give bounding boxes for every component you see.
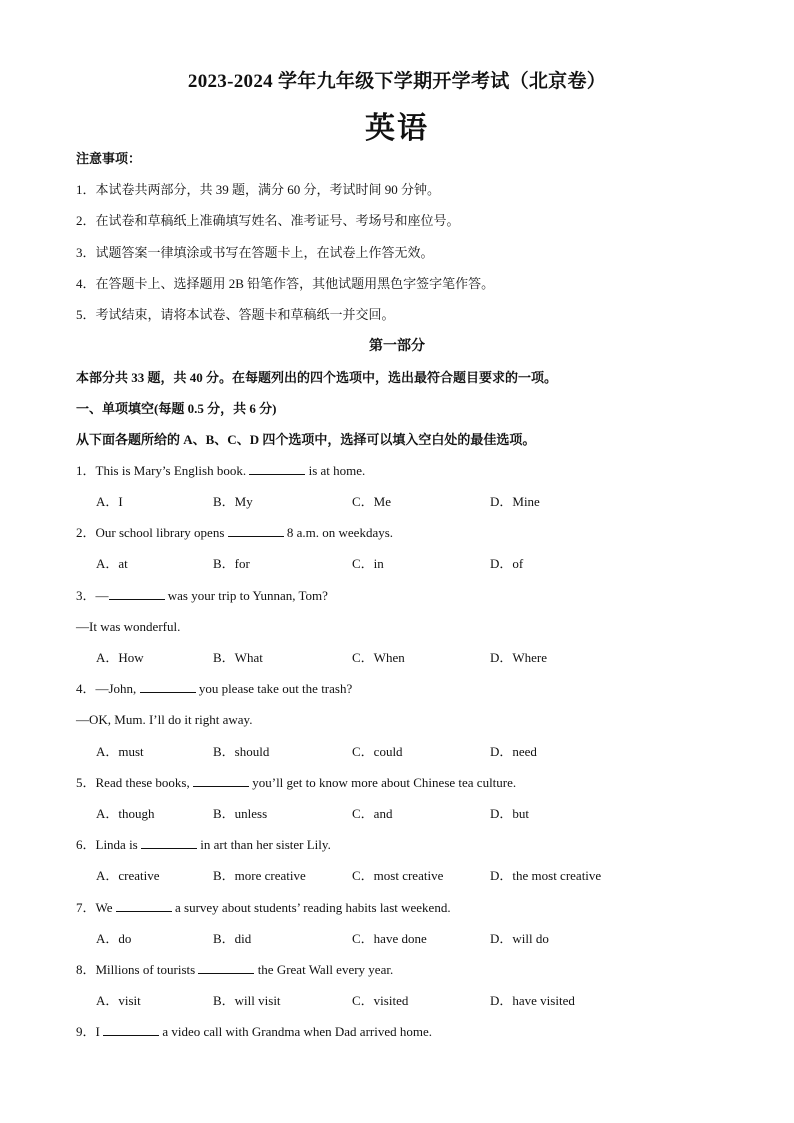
option-b: B．What — [213, 650, 263, 665]
answer-blank — [193, 774, 249, 787]
option-c: C．When — [352, 650, 405, 665]
option-c: C．have done — [352, 931, 427, 946]
option-d: D．Where — [490, 650, 548, 665]
option-a: A．creative — [96, 868, 160, 883]
answer-blank — [249, 462, 305, 475]
option-d: D．the most creative — [490, 868, 602, 883]
option-b: B．for — [213, 556, 250, 571]
option-b: B．will visit — [213, 993, 281, 1008]
option-b: B．should — [213, 744, 270, 759]
option-a: A．visit — [96, 993, 141, 1008]
option-a: A．at — [96, 556, 128, 571]
option-c: C．in — [352, 556, 384, 571]
option-b: B．unless — [213, 806, 268, 821]
note-item: 5．考试结束，请将本试卷、答题卡和草稿纸一并交回。 — [76, 307, 395, 322]
option-d: D．of — [490, 556, 524, 571]
option-a: A．though — [96, 806, 155, 821]
option-d: D．have visited — [490, 993, 575, 1008]
option-b: B．did — [213, 931, 252, 946]
answer-blank — [198, 961, 254, 974]
question-stem: 2．Our school library opens 8 a.m. on weekdays. — [76, 525, 394, 540]
part-heading: 第一部分 — [369, 339, 425, 354]
option-a: A．do — [96, 931, 132, 946]
question-stem: 4．—John, you please take out the trash? — [76, 681, 353, 696]
question-stem: 3．— was your trip to Yunnan, Tom? — [76, 588, 328, 603]
question-stem: 1．This is Mary’s English book. is at home. — [76, 463, 366, 478]
section-title: 一、单项填空(每题 0.5 分，共 6 分) — [76, 401, 277, 416]
question-stem: 5．Read these books, you’ll get to know more about Chinese tea culture. — [76, 775, 517, 790]
question-stem: 6．Linda is in art than her sister Lily. — [76, 837, 331, 852]
answer-blank — [228, 524, 284, 537]
option-c: C．could — [352, 744, 403, 759]
answer-blank — [140, 680, 196, 693]
question-stem: 8．Millions of tourists the Great Wall every year. — [76, 962, 394, 977]
subject-title: 英语 — [365, 112, 429, 145]
answer-blank — [109, 587, 165, 600]
option-b: B．My — [213, 494, 253, 509]
exam-title: 2023-2024 学年九年级下学期开学考试（北京卷） — [187, 71, 607, 92]
option-d: D．Mine — [490, 494, 540, 509]
part-intro: 本部分共 33 题，共 40 分。在每题列出的四个选项中，选出最符合题目要求的一项。 — [76, 370, 558, 385]
note-item: 2．在试卷和草稿纸上准确填写姓名、准考证号、考场号和座位号。 — [76, 213, 460, 228]
option-a: A．How — [96, 650, 144, 665]
option-c: C．Me — [352, 494, 392, 509]
dialogue-response: —OK, Mum. I’ll do it right away. — [76, 712, 253, 727]
question-stem: 7．We a survey about students’ reading habits last weekend. — [76, 900, 451, 915]
note-item: 1．本试卷共两部分，共 39 题，满分 60 分，考试时间 90 分钟。 — [76, 182, 441, 197]
option-c: C．most creative — [352, 868, 444, 883]
note-item: 3．试题答案一律填涂或书写在答题卡上，在试卷上作答无效。 — [76, 245, 434, 260]
question-stem: 9．I a video call with Grandma when Dad arrived home. — [76, 1024, 432, 1039]
option-b: B．more creative — [213, 868, 306, 883]
section-instruction: 从下面各题所给的 A、B、C、D 四个选项中，选择可以填入空白处的最佳选项。 — [76, 432, 536, 447]
answer-blank — [141, 836, 197, 849]
answer-blank — [103, 1023, 159, 1036]
option-d: D．need — [490, 744, 537, 759]
option-d: D．will do — [490, 931, 549, 946]
notes-heading: 注意事项： — [76, 151, 142, 166]
option-d: D．but — [490, 806, 530, 821]
option-c: C．and — [352, 806, 393, 821]
option-c: C．visited — [352, 993, 409, 1008]
option-a: A．I — [96, 494, 123, 509]
answer-blank — [116, 899, 172, 912]
dialogue-response: —It was wonderful. — [76, 619, 181, 634]
option-a: A．must — [96, 744, 144, 759]
note-item: 4．在答题卡上、选择题用 2B 铅笔作答，其他试题用黑色字签字笔作答。 — [76, 276, 495, 291]
